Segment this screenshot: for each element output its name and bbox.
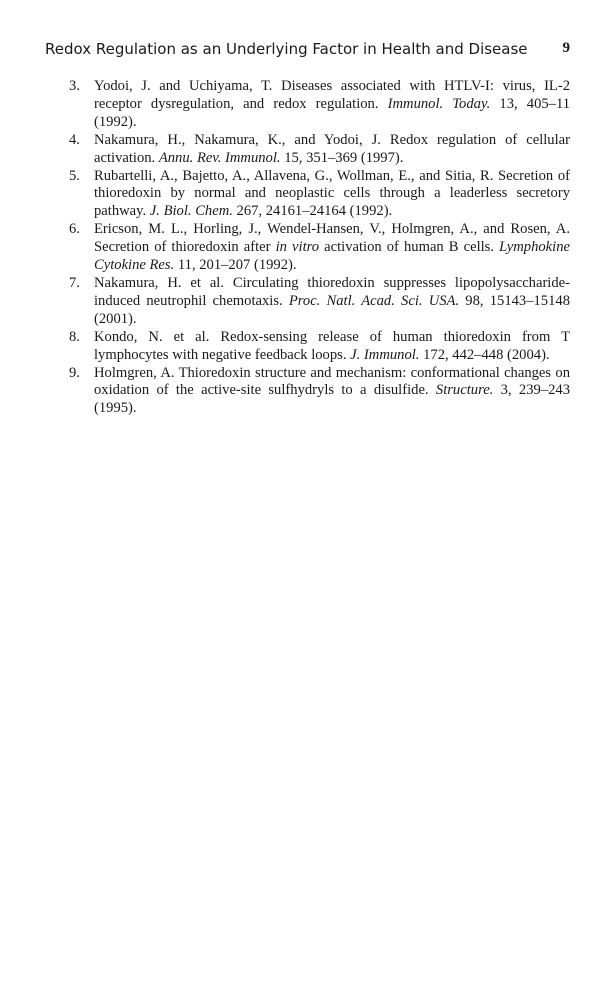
reference-item-8 bbox=[63, 329, 570, 365]
reference-text bbox=[94, 168, 570, 222]
journal-name: Structure. bbox=[435, 382, 494, 399]
reference-number: 3. bbox=[69, 78, 80, 94]
reference-number: 4. bbox=[69, 131, 80, 148]
reference-text bbox=[94, 221, 570, 275]
reference-citation-details: 13, 405–11 (1992). bbox=[94, 95, 571, 130]
reference-number: 7. bbox=[69, 274, 80, 291]
italic-phrase: in vitro bbox=[275, 239, 320, 256]
reference-item-9 bbox=[63, 365, 570, 419]
reference-text bbox=[94, 78, 570, 132]
journal-name: Immunol. Today. bbox=[387, 95, 491, 112]
reference-authors-title: Kondo, N. et al. Redox-sensing release of human thioredoxin from T lymphocytes with negative feedback loops. bbox=[94, 328, 570, 363]
reference-authors-title: Ericson, M. L., Horling, J., Wendel-Hansen, V., Holmgren, A., and Rosen, A. Secretion of thioredoxin after bbox=[94, 221, 570, 256]
reference-authors-title: Nakamura, H., Nakamura, K., and Yodoi, J. Redox regulation of cellular activation. bbox=[94, 131, 570, 166]
reference-number: 9. bbox=[69, 364, 80, 381]
journal-name: Proc. Natl. Acad. Sci. USA. bbox=[288, 292, 460, 309]
reference-text bbox=[94, 132, 570, 168]
reference-item-7 bbox=[63, 275, 570, 329]
reference-authors-title: Nakamura, H. et al. Circulating thioredoxin suppresses lipopolysaccharide-induced neutrophil chemotaxis. bbox=[94, 274, 570, 309]
reference-text bbox=[94, 275, 570, 329]
reference-text bbox=[94, 329, 570, 365]
reference-item-4 bbox=[63, 132, 570, 168]
journal-name: J. Biol. Chem. bbox=[149, 203, 233, 220]
reference-number: 8. bbox=[69, 328, 80, 345]
reference-list bbox=[63, 78, 570, 418]
page-number: 9 bbox=[562, 40, 570, 56]
reference-authors-title: Holmgren, A. Thioredoxin structure and mechanism: conformational changes on oxidation of the active-site sulfhydryls to a disulfide. bbox=[94, 364, 570, 399]
reference-authors-title: Yodoi, J. and Uchiyama, T. Diseases associated with HTLV-I: virus, IL-2 receptor dysregulation, and redox regulation. bbox=[94, 78, 570, 112]
reference-number: 6. bbox=[69, 221, 80, 238]
reference-citation-details: 172, 442–448 (2004). bbox=[419, 346, 550, 363]
reference-item-3 bbox=[63, 78, 570, 132]
journal-name: Annu. Rev. Immunol. bbox=[158, 149, 281, 166]
journal-name: J. Immunol. bbox=[350, 346, 420, 363]
journal-name: Lymphokine Cytokine Res. bbox=[94, 239, 570, 274]
running-title: Redox Regulation as an Underlying Factor in Health and Disease bbox=[45, 40, 528, 58]
reference-citation-details: 3, 239–243 (1995). bbox=[94, 382, 571, 417]
reference-citation-details: 11, 201–207 (1992). bbox=[174, 257, 297, 274]
reference-title-continued: activation of human B cells. bbox=[319, 239, 500, 256]
reference-number: 5. bbox=[69, 167, 80, 184]
reference-item-6 bbox=[63, 221, 570, 275]
reference-citation-details: 15, 351–369 (1997). bbox=[280, 149, 404, 166]
reference-item-5 bbox=[63, 168, 570, 222]
reference-citation-details: 267, 24161–24164 (1992). bbox=[232, 203, 393, 220]
reference-text bbox=[94, 365, 570, 419]
reference-citation-details: 98, 15143–15148 (2001). bbox=[94, 292, 570, 327]
running-header bbox=[45, 40, 570, 62]
reference-authors-title: Rubartelli, A., Bajetto, A., Allavena, G., Wollman, E., and Sitia, R. Secretion of thioredoxin by normal and neoplastic cells through a leaderless secretory pathway. bbox=[94, 167, 570, 220]
